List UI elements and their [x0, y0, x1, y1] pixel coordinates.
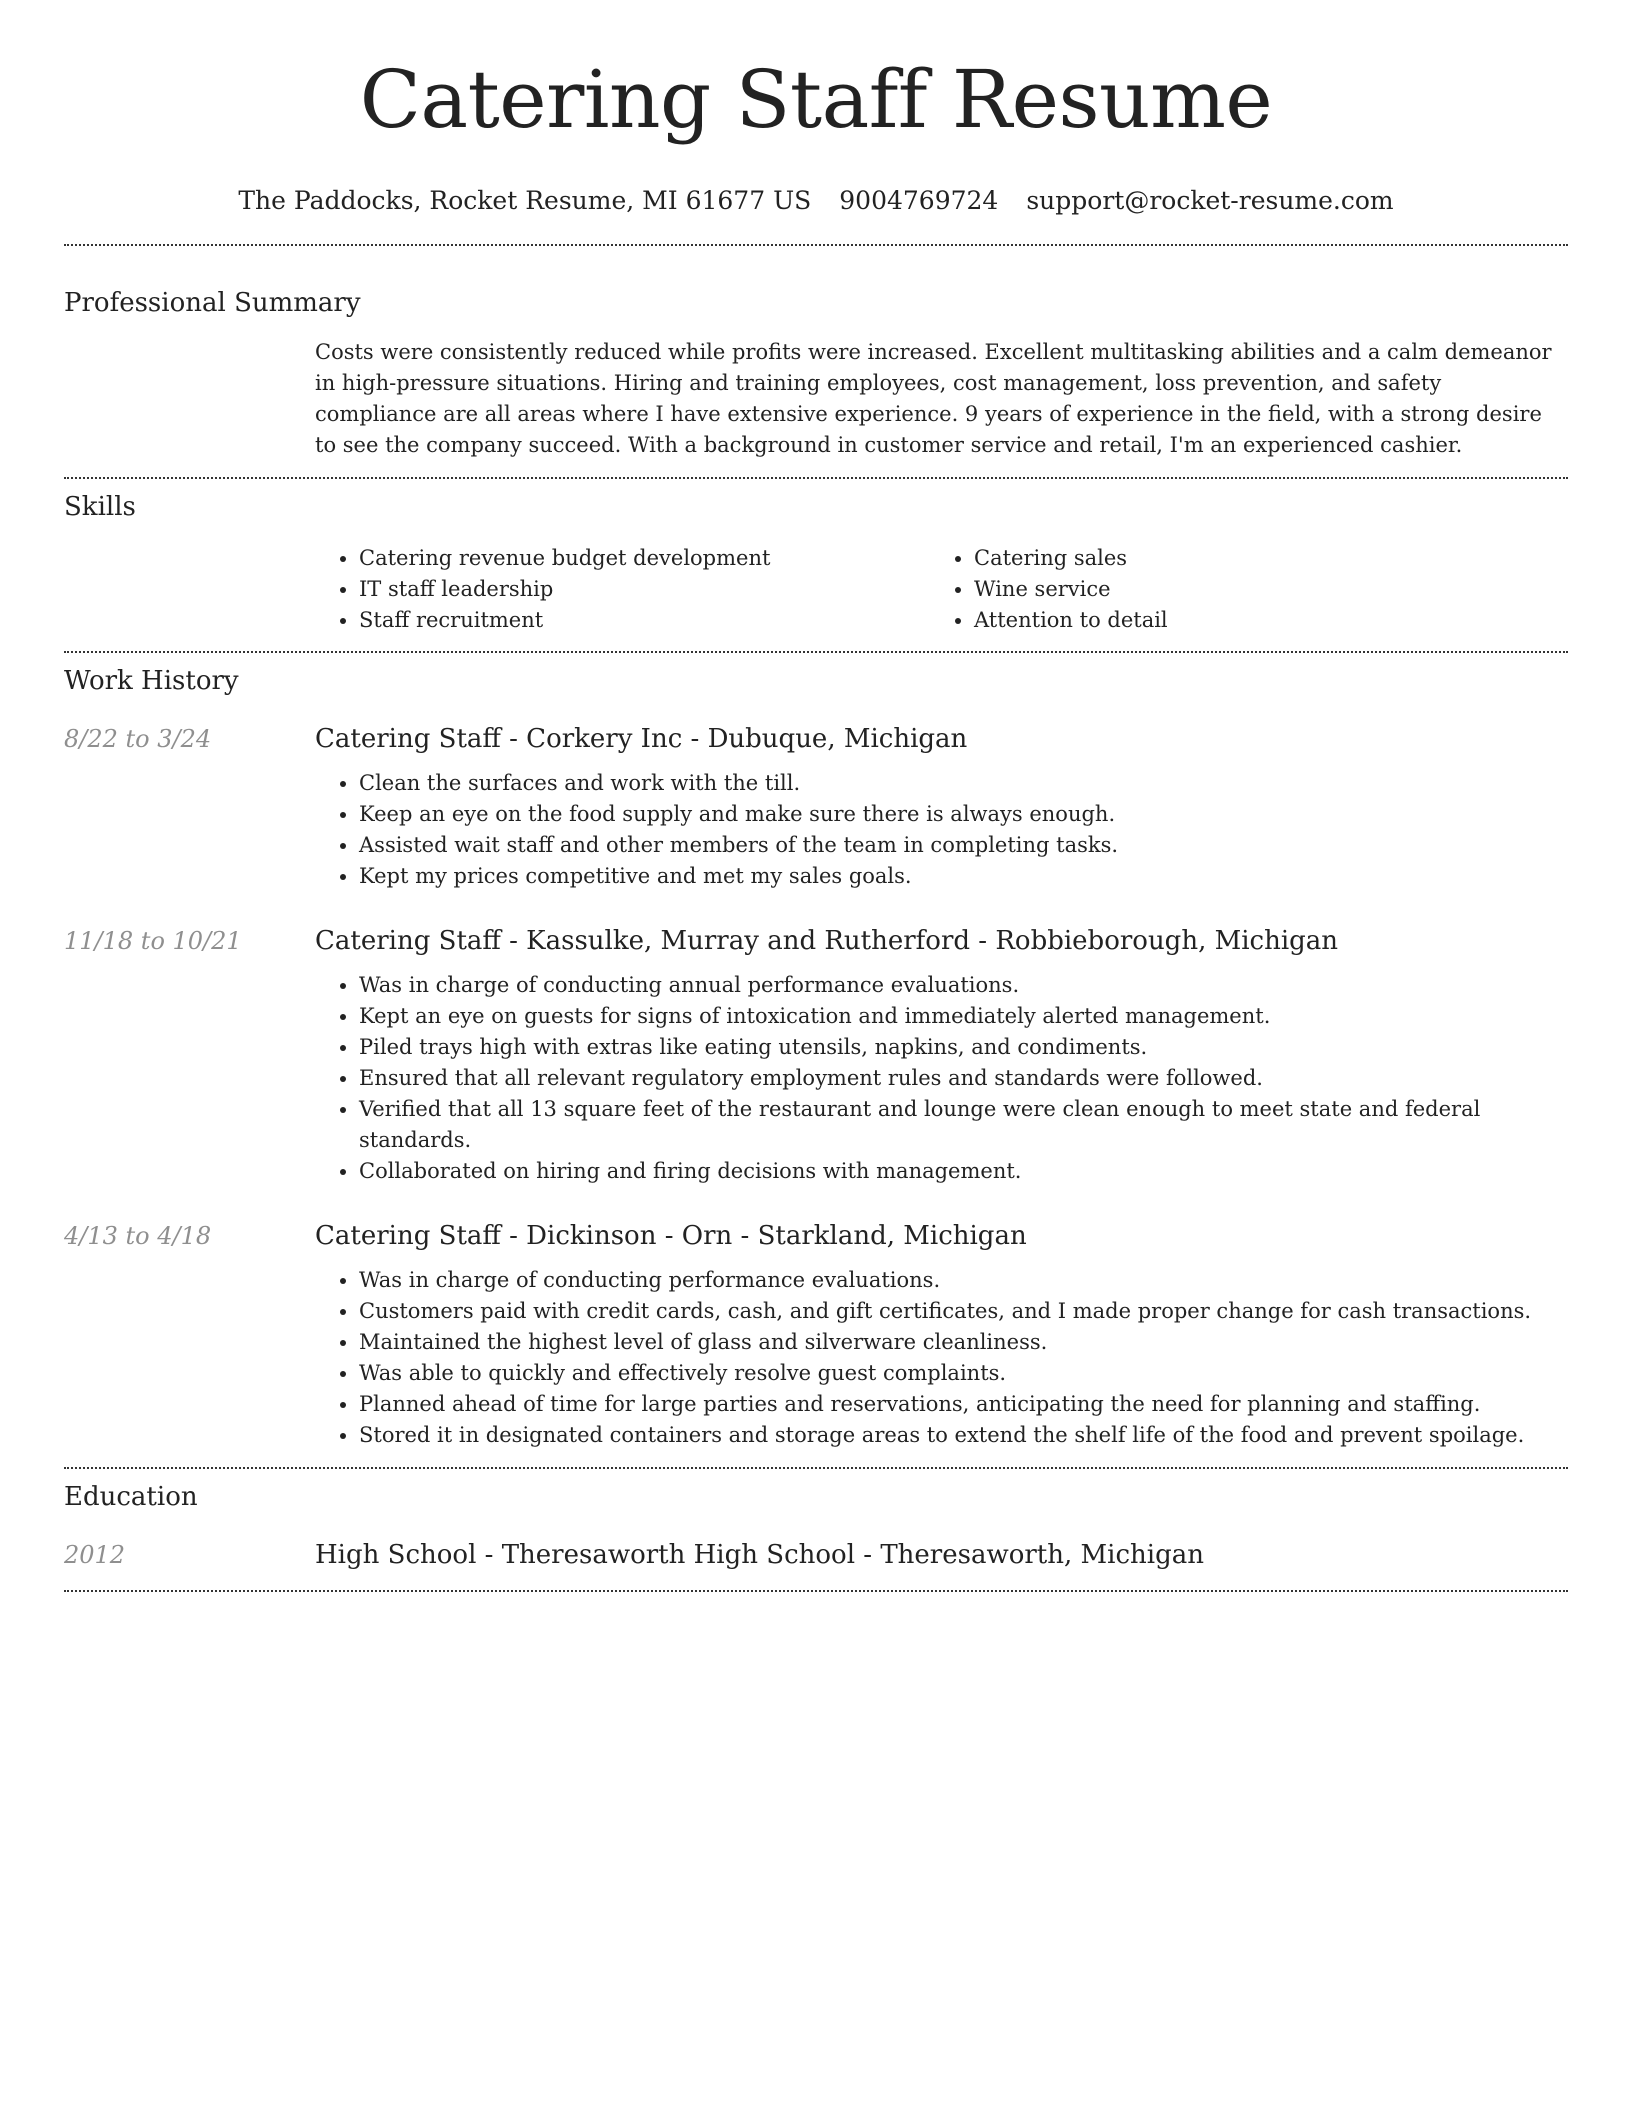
- contact-address: The Paddocks, Rocket Resume, MI 61677 US: [238, 186, 812, 215]
- skill-item: • Catering revenue budget development: [359, 543, 930, 574]
- job-bullet: • Clean the surfaces and work with the till.: [359, 768, 1568, 799]
- contact-line: [64, 184, 1568, 218]
- education-title: High School - Theresaworth High School - Theresaworth, Michigan: [315, 1540, 1204, 1570]
- divider: [64, 651, 1568, 653]
- section-title-summary: Professional Summary: [64, 288, 361, 318]
- job-body: [315, 924, 1568, 1187]
- job-bullet: • Collaborated on hiring and firing decisions with management.: [359, 1156, 1568, 1187]
- skill-item: • Catering sales: [974, 543, 1545, 574]
- job-dates: 4/13 to 4/18: [64, 1222, 212, 1250]
- job-title: Catering Staff - Dickinson - Orn - Starkland, Michigan: [315, 1221, 1027, 1251]
- skills-column-right: [930, 543, 1545, 636]
- section-title-education: Education: [64, 1482, 198, 1512]
- skills-column-left: [315, 543, 930, 636]
- education-dates: 2012: [64, 1541, 126, 1569]
- section-title-work-history: Work History: [64, 666, 239, 696]
- job-dates: 11/18 to 10/21: [64, 927, 242, 955]
- job-bullet: • Ensured that all relevant regulatory employment rules and standards were followed.: [359, 1063, 1568, 1094]
- work-history-section: [64, 664, 1568, 1451]
- job-bullet: • Kept my prices competitive and met my sales goals.: [359, 861, 1568, 892]
- divider: [64, 477, 1568, 479]
- job-dates: 8/22 to 3/24: [64, 725, 212, 753]
- job-entry: [64, 1219, 1568, 1451]
- job-title: Catering Staff - Corkery Inc - Dubuque, Michigan: [315, 724, 968, 754]
- divider: [64, 244, 1568, 246]
- skills-grid: [315, 543, 1568, 636]
- job-bullet: • Maintained the highest level of glass and silverware cleanliness.: [359, 1327, 1568, 1358]
- job-body: [315, 722, 1568, 892]
- job-entry: [64, 924, 1568, 1187]
- divider: [64, 1467, 1568, 1469]
- job-bullet: • Was in charge of conducting annual performance evaluations.: [359, 970, 1568, 1001]
- job-bullet: • Verified that all 13 square feet of the restaurant and lounge were clean enough to meet state and federal standards.: [359, 1094, 1568, 1156]
- contact-email: support@rocket-resume.com: [1026, 186, 1394, 215]
- job-bullet: • Piled trays high with extras like eating utensils, napkins, and condiments.: [359, 1032, 1568, 1063]
- job-body: [315, 1219, 1568, 1451]
- skill-item: • IT staff leadership: [359, 574, 930, 605]
- job-title: Catering Staff - Kassulke, Murray and Rutherford - Robbieborough, Michigan: [315, 926, 1339, 956]
- job-bullet: • Customers paid with credit cards, cash, and gift certificates, and I made proper change for cash transactions.: [359, 1296, 1568, 1327]
- job-bullet: • Keep an eye on the food supply and make sure there is always enough.: [359, 799, 1568, 830]
- summary-section: [64, 286, 1568, 461]
- education-entry: [64, 1538, 1568, 1572]
- summary-text: Costs were consistently reduced while profits were increased. Excellent multitasking abilities and a calm demeanor in high-pressure situations. Hiring and training employees, cost management, loss prevention, and safety compliance are all areas where I have extensive experience. 9 years of experience in the field, with a strong desire to see the company succeed. With a background in customer service and retail, I'm an experienced cashier.: [315, 340, 1552, 457]
- skill-item: • Attention to detail: [974, 605, 1545, 636]
- job-entry: [64, 722, 1568, 892]
- education-body: [315, 1538, 1568, 1572]
- job-bullet: • Planned ahead of time for large parties and reservations, anticipating the need for planning and staffing.: [359, 1389, 1568, 1420]
- skills-section: [64, 490, 1568, 636]
- resume-title: Catering Staff Resume: [359, 53, 1273, 146]
- job-bullet: • Was in charge of conducting performance evaluations.: [359, 1265, 1568, 1296]
- job-bullet: • Stored it in designated containers and storage areas to extend the shelf life of the food and prevent spoilage.: [359, 1420, 1568, 1451]
- section-title-skills: Skills: [64, 492, 136, 522]
- job-bullet: • Assisted wait staff and other members of the team in completing tasks.: [359, 830, 1568, 861]
- skill-item: • Wine service: [974, 574, 1545, 605]
- job-bullet: • Was able to quickly and effectively resolve guest complaints.: [359, 1358, 1568, 1389]
- skill-item: • Staff recruitment: [359, 605, 930, 636]
- resume-page: [64, 0, 1568, 1592]
- education-section: [64, 1480, 1568, 1572]
- divider: [64, 1590, 1568, 1592]
- job-bullet: • Kept an eye on guests for signs of intoxication and immediately alerted management.: [359, 1001, 1568, 1032]
- contact-phone: 9004769724: [839, 186, 999, 215]
